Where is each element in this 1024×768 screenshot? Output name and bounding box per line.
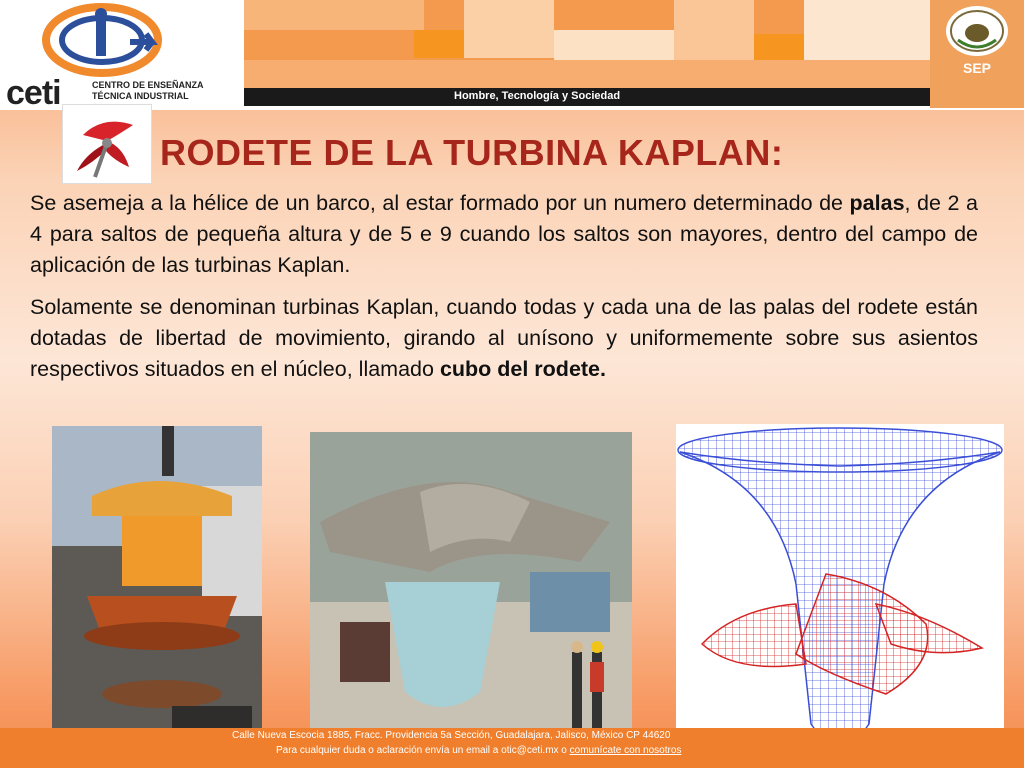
kaplan-mesh-diagram	[676, 424, 1004, 748]
tagline-bar	[244, 88, 930, 106]
ceti-subtitle	[92, 80, 204, 102]
tagline: Hombre, Tecnología y Sociedad	[454, 90, 621, 102]
paragraph-2	[30, 292, 978, 385]
ceti-logo	[0, 0, 244, 112]
kaplan-runner-factory-photo	[310, 432, 632, 738]
footer	[0, 728, 1024, 768]
sep-logo	[930, 0, 1024, 108]
footer-contact	[276, 745, 681, 756]
body-text	[30, 188, 978, 396]
ceti-subtitle-line2: TÉCNICA INDUSTRIAL	[92, 91, 189, 101]
footer-contact-text: Para cualquier duda o aclaración envía un email a otic@ceti.mx o	[276, 745, 570, 756]
header	[0, 0, 1024, 110]
contact-link[interactable]: comunícate con nosotros	[569, 745, 682, 756]
kaplan-runner-installation-photo	[52, 426, 262, 738]
p2-text-pre: Solamente se denominan turbinas Kaplan, cuando todas y cada una de las palas del rodete están dotadas de libertad de movimiento, girando al unísono y uniformemente sobre sus asientos respectivos situados en el núcleo, llamado	[30, 295, 978, 381]
p1-bold: palas	[849, 191, 905, 215]
p1-text-pre: Se asemeja a la hélice de un barco, al estar formado por un numero determinado de	[30, 191, 850, 215]
page-title: RODETE DE LA TURBINA KAPLAN:	[160, 132, 784, 173]
kaplan-runner-icon	[62, 104, 152, 184]
footer-address: Calle Nueva Escocia 1885, Fracc. Providencia 5a Sección, Guadalajara, Jalisco, México CP 44620	[232, 730, 671, 741]
ceti-emblem-icon	[30, 2, 190, 78]
p1-text-post: , de 2 a 4 para saltos de pequeña altura y de 5 e 9 cuando los saltos son mayores, dentro del campo de aplicación de las turbinas Kaplan.	[30, 191, 978, 277]
p2-bold: cubo del rodete.	[439, 357, 606, 381]
mexico-seal-icon	[946, 6, 1008, 56]
ceti-wordmark: ceti	[6, 74, 61, 112]
sep-label: SEP	[962, 60, 991, 76]
header-banner	[244, 0, 930, 90]
paragraph-1	[30, 188, 978, 281]
ceti-subtitle-line1: CENTRO DE ENSEÑANZA	[92, 80, 204, 90]
